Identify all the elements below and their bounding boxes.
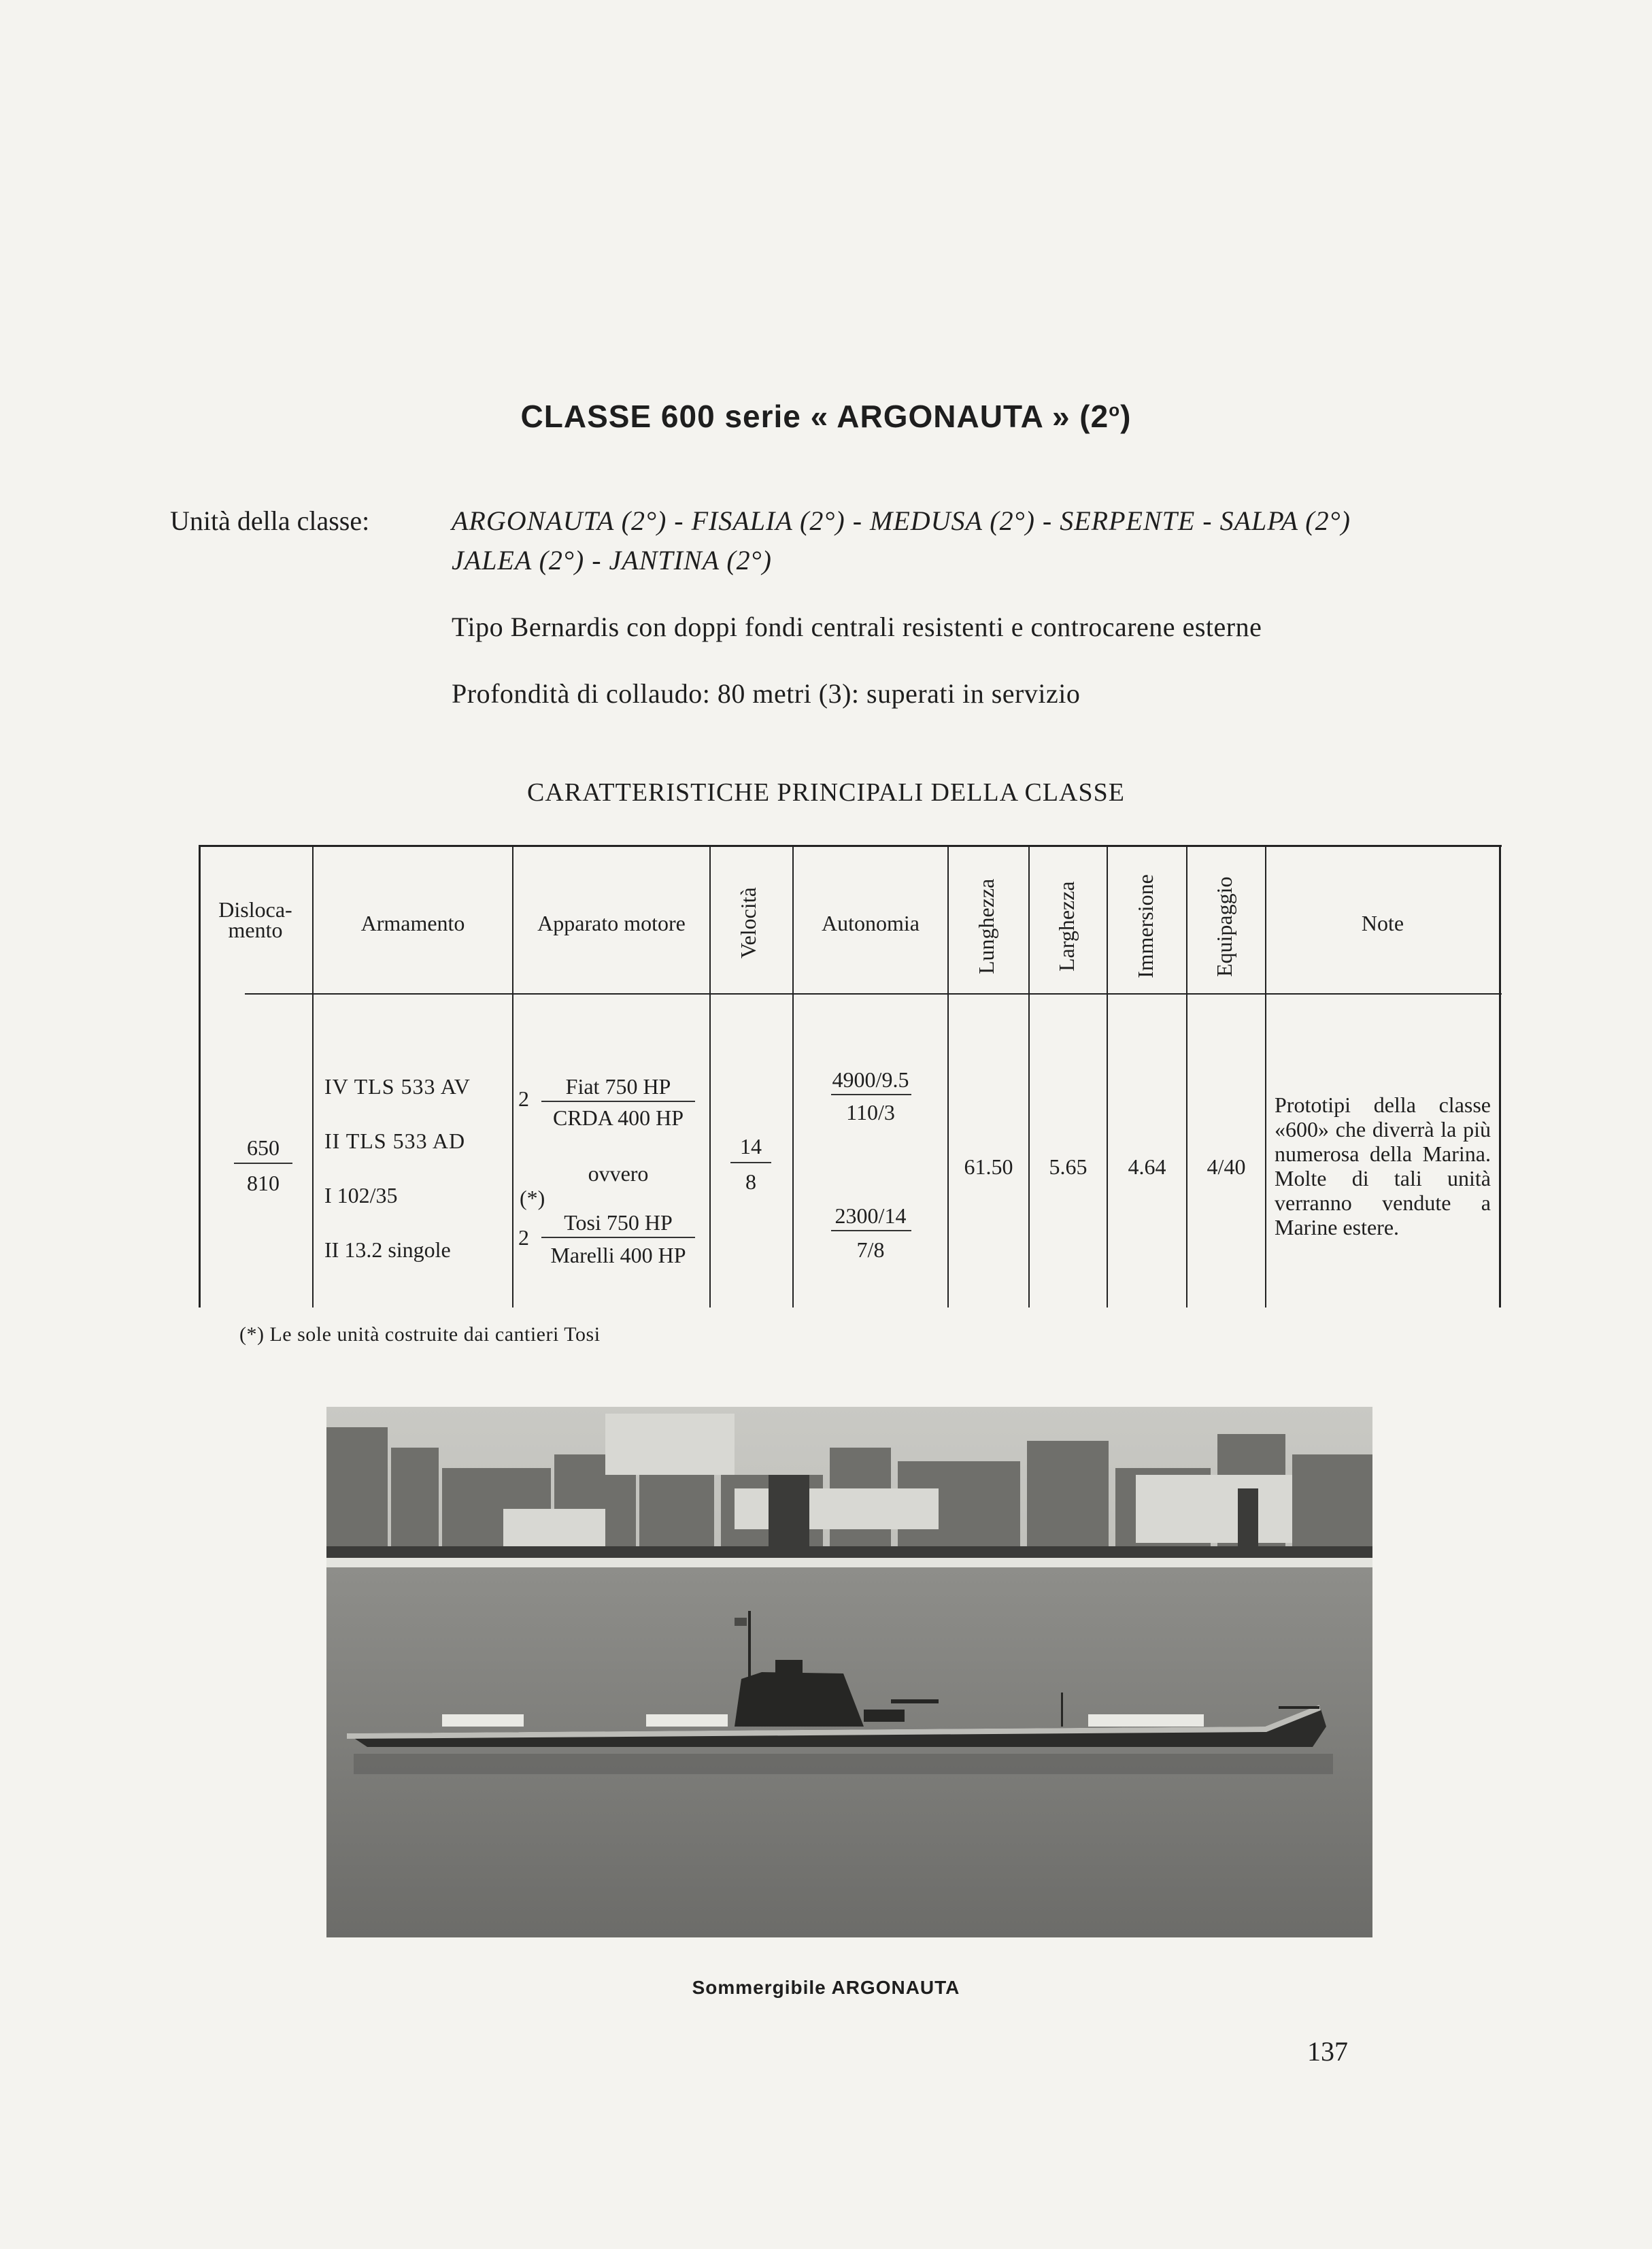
units-label: Unità della classe: [170, 505, 370, 536]
submarine-photo [326, 1407, 1372, 1937]
title-degree: o [1109, 399, 1121, 420]
apparato-a-top: Fiat 750 HP [565, 1074, 671, 1099]
apparato-a-bottom: CRDA 400 HP [552, 1105, 684, 1130]
col-rule-7 [1107, 845, 1108, 1307]
armamento-2: II TLS 533 AD [324, 1129, 466, 1153]
characteristics-table [199, 845, 1502, 1307]
armamento-1: IV TLS 533 AV [324, 1074, 471, 1099]
header-armamento: Armamento [360, 911, 465, 935]
immersione-value: 4.64 [1128, 1154, 1166, 1179]
apparato-b-bottom: Marelli 400 HP [550, 1243, 686, 1267]
header-equipaggio: Equipaggio [1212, 876, 1236, 977]
table-header-rule [245, 993, 1502, 995]
armamento-4: II 13.2 singole [324, 1237, 451, 1262]
header-autonomia: Autonomia [822, 911, 920, 935]
header-immersione: Immersione [1133, 874, 1158, 979]
header-note: Note [1361, 911, 1404, 935]
apparato-ovvero: ovvero [588, 1161, 649, 1186]
velocita-bar [730, 1162, 771, 1163]
equipaggio-value: 4/40 [1207, 1154, 1246, 1179]
autonomia-surface-2: 110/3 [846, 1100, 895, 1124]
header-lunghezza: Lunghezza [974, 878, 998, 975]
autonomia-bar-2 [831, 1230, 911, 1231]
col-rule-6 [1028, 845, 1030, 1307]
apparato-mult-1: 2 [518, 1086, 529, 1111]
title-main: CLASSE 600 serie « ARGONAUTA » (2 [520, 399, 1109, 434]
page-title [0, 398, 1652, 435]
col-rule-5 [947, 845, 949, 1307]
apparato-star: (*) [520, 1186, 545, 1210]
type-line: Tipo Bernardis con doppi fondi centrali resistenti e controcarene esterne [452, 612, 1262, 642]
larghezza-value: 5.65 [1049, 1154, 1088, 1179]
title-close: ) [1120, 399, 1132, 434]
velocita-surface: 14 [740, 1134, 762, 1159]
table-right-rule [1499, 845, 1501, 1307]
disloc-fraction-bar [234, 1163, 292, 1164]
depth-line: Profondità di collaudo: 80 metri (3): superati in servizio [452, 678, 1081, 709]
velocita-submerged: 8 [745, 1169, 756, 1194]
table-title: CARATTERISTICHE PRINCIPALI DELLA CLASSE [527, 778, 1125, 807]
note-text: Prototipi della classe «600» che diverrà la più numerosa della Marina. Molte di tali unità verranno vendute a Marine estere. [1275, 1093, 1491, 1239]
header-dislocamento: Disloca- mento [218, 897, 292, 942]
armamento-3: I 102/35 [324, 1183, 398, 1207]
header-larghezza: Larghezza [1054, 881, 1079, 972]
units-line-2: JALEA (2°) - JANTINA (2°) [452, 545, 772, 576]
autonomia-submerged-1: 2300/14 [835, 1203, 907, 1228]
page-number: 137 [1307, 2036, 1348, 2067]
apparato-mult-2: 2 [518, 1225, 529, 1250]
header-apparato: Apparato motore [537, 911, 686, 935]
autonomia-submerged-2: 7/8 [856, 1237, 885, 1262]
table-top-rule [199, 845, 1502, 847]
footnote: (*) Le sole unità costruite dai cantieri Tosi [239, 1323, 601, 1346]
lunghezza-value: 61.50 [964, 1154, 1013, 1179]
col-rule-8 [1186, 845, 1187, 1307]
apparato-b-top: Tosi 750 HP [564, 1210, 673, 1235]
disloc-surface: 650 [247, 1135, 280, 1160]
autonomia-bar-1 [831, 1094, 911, 1095]
disloc-submerged: 810 [247, 1171, 280, 1195]
units-line-1: ARGONAUTA (2°) - FISALIA (2°) - MEDUSA (2°) - SERPENTE - SALPA (2°) [452, 505, 1351, 536]
apparato-a-bar [541, 1101, 695, 1102]
apparato-b-bar [541, 1237, 695, 1238]
photo-caption: Sommergibile ARGONAUTA [692, 1977, 960, 1998]
header-velocita: Velocità [736, 887, 760, 959]
col-rule-3 [709, 845, 711, 1307]
autonomia-surface-1: 4900/9.5 [832, 1067, 909, 1092]
